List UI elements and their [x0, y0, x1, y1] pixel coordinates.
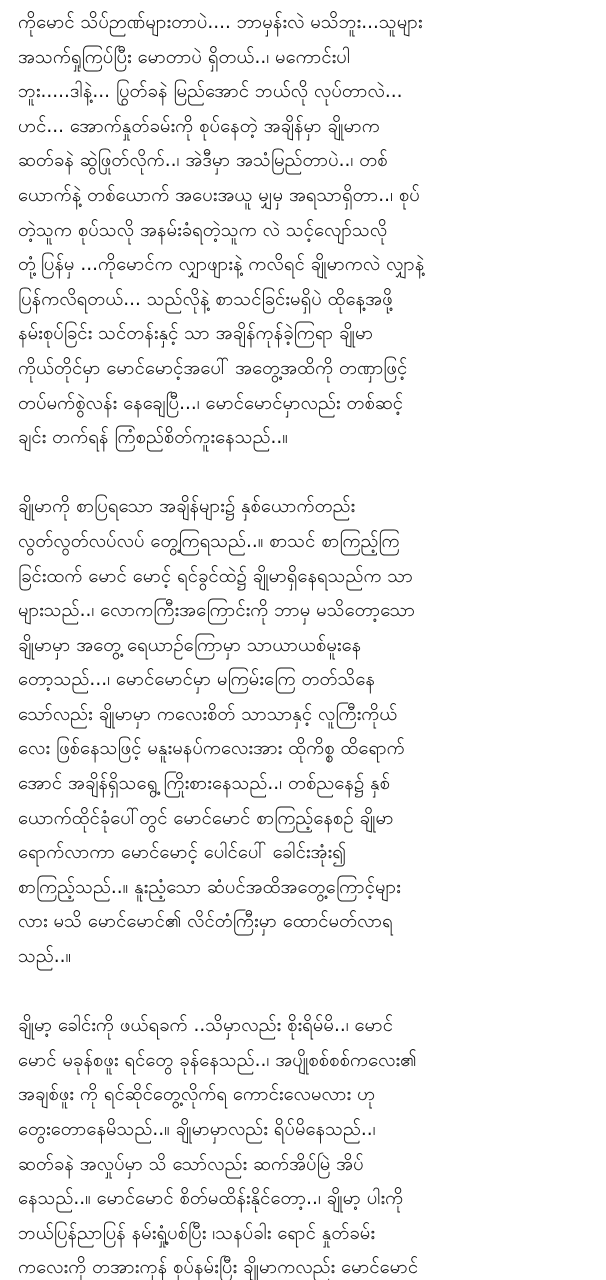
text-line: လေး ဖြစ်နေသဖြင့် မနူးမနပ်ကလေးအား ထိုကိစ္စ ထိရောက် [18, 738, 405, 760]
text-line: ယောက်ထိုင်ခုံပေါ်တွင် မောင်မောင် စာကြည့်နေစဉ် ချိုမာ [18, 807, 394, 829]
paragraph [18, 6, 588, 456]
text-line: နမ်းစုပ်ခြင်း သင်တန်းနှင့် သာ အချိန်ကုန်ခဲ့ကြရာ ချိုမာ [18, 323, 374, 345]
text-line: များသည်..၊ လောကကြီးအကြောင်းကို ဘာမှ မသိတော့သော [18, 600, 416, 622]
text-line: ဘယ်ပြန်ညာပြန် နမ်းရှုံ့ပစ်ပြီး ၊သနပ်ခါး ရောင် နှုတ်ခမ်း [18, 1222, 376, 1244]
text-line: ဆတ်ခနဲ ဆွဲဖြုတ်လိုက်..၊ အဲဒီမှာ အသံမြည်တာပဲ..၊ တစ် [18, 150, 388, 172]
text-line: ပြန်ကလိရတယ်... သည်လိုနဲ့ စာသင်ခြင်းမရှိပဲ ထိုနေ့အဖို့ [18, 288, 393, 310]
text-line: အောင် အချိန်ရှိသရွေ့ ကြိုးစားနေသည်..၊ တစ်ညနေ၌ နှစ် [18, 773, 390, 795]
text-line: အသက်ရှုကြပ်ပြီး မောတာပဲ ရှိတယ်..၊ မကောင်းပါ [18, 46, 351, 68]
text-line: လား မသိ မောင်မောင်၏ လိင်တံကြီးမှာ ထောင်မတ်လာရ [18, 911, 393, 933]
text-line: တုံ့ပြန်မှ ...ကိုမောင်က လျှာဖျားနဲ့ ကလိရင် ချိုမာကလဲ လျှာနဲ့ [18, 254, 425, 276]
text-line: ချင်း တက်ရန် ကြံစည်စိတ်ကူးနေသည်..။ [18, 427, 288, 449]
text-line: နေသည်..။ မောင်မောင် စိတ်မထိန်းနိုင်တော့..၊ ချိုမာ့ ပါးကို [18, 1188, 404, 1210]
text-line: မောင် မခုန်စဖူး ရင်တွေ ခုန်နေသည်..၊ အပျိုစစ်စစ်ကလေး၏ [18, 1049, 417, 1071]
text-line: ချိုမာမှာ အတွေ့ ရေယာဉ်ကြောမှာ သာယာယစ်မူးနေ [18, 634, 362, 656]
text-line: ဟင်... အောက်နှုတ်ခမ်းကို စုပ်နေတဲ့ အချိန်မှာ ချိုမာက [18, 115, 380, 137]
text-line: ချိုမာ့ ခေါင်းကို ဖယ်ရခက် ..သိမှာလည်း စိုးရိမ်မိ..၊ မောင် [18, 1015, 393, 1037]
text-line: တပ်မက်စွဲလန်း နေချေပြီ...၊ မောင်မောင်မှာလည်း တစ်ဆင့် [18, 392, 404, 414]
text-line: ကိုယ်တိုင်မှာ မောင်မောင့်အပေါ် အတွေ့အထိကို တဏှာဖြင့် [18, 357, 408, 379]
text-line: တွေးတောနေမိသည်..။ ချိုမာမှာလည်း ရိပ်မိနေသည်..၊ [18, 1119, 376, 1140]
paragraph-gap [18, 456, 588, 491]
paragraph-gap [18, 975, 588, 1010]
text-line: အချစ်ဖူး ကို ရင်ဆိုင်တွေ့လိုက်ရ ကောင်းလေမလား ဟု [18, 1084, 376, 1106]
text-line: ဘူး.....ဒါနဲ့... ပြွတ်ခနဲ မြည်အောင် ဘယ်လို လုပ်တာလဲ... [18, 81, 403, 103]
text-line: ရောက်လာကာ မောင်မောင့် ပေါင်ပေါ် ခေါင်းအုံး၍ [18, 842, 347, 864]
text-line: သည်..။ [18, 946, 72, 968]
paragraph [18, 1009, 588, 1280]
text-line: လွတ်လွတ်လပ်လပ် တွေ့ကြရသည်..။ စာသင် စာကြည့်ကြ [18, 530, 400, 552]
text-line: စာကြည့်သည်..။ နူးညံ့သော ဆံပင်အထိအတွေ့ကြောင့်များ [18, 876, 401, 898]
text-line: တော့သည်...၊ မောင်မောင်မှာ မကြမ်းကြေ တတ်သိနေ [18, 669, 375, 691]
text-line: တဲ့သူက စုပ်သလို အနမ်းခံရတဲ့သူက လဲ သင့်လျော်သလို [18, 219, 388, 241]
text-line: ဆတ်ခနဲ အလှုပ်မှာ သိ သော်လည်း ဆက်အိပ်မြဲ အိပ် [18, 1153, 364, 1175]
paragraph [18, 490, 588, 974]
text-line: သော်လည်း ချိုမာမှာ ကလေးစိတ် သာသာနှင့် လူကြီးကိုယ် [18, 703, 398, 725]
text-line: ချိုမာကို စာပြရသော အချိန်များ၌ နှစ်ယောက်တည်း [18, 496, 356, 518]
text-line: ခြင်းထက် မောင် မောင့် ရင်ခွင်ထဲ၌ ချိုမာရှိနေရသည်က သာ [18, 565, 413, 587]
text-line: ကိုမောင် သိပ်ဉာဏ်များတာပဲ.... ဘာမှန်းလဲ မသိဘူး...သူများ [18, 12, 423, 33]
text-line: ကလေးကို တအားကုန် စုပ်နမ်းပြီး ချိုမာကလည်း မောင်မောင် [18, 1257, 419, 1279]
text-line: ယောက်နဲ့ တစ်ယောက် အပေးအယူ မျှမှ အရသာရှိတာ..၊ စုပ် [18, 184, 420, 206]
document-body [18, 6, 588, 1280]
